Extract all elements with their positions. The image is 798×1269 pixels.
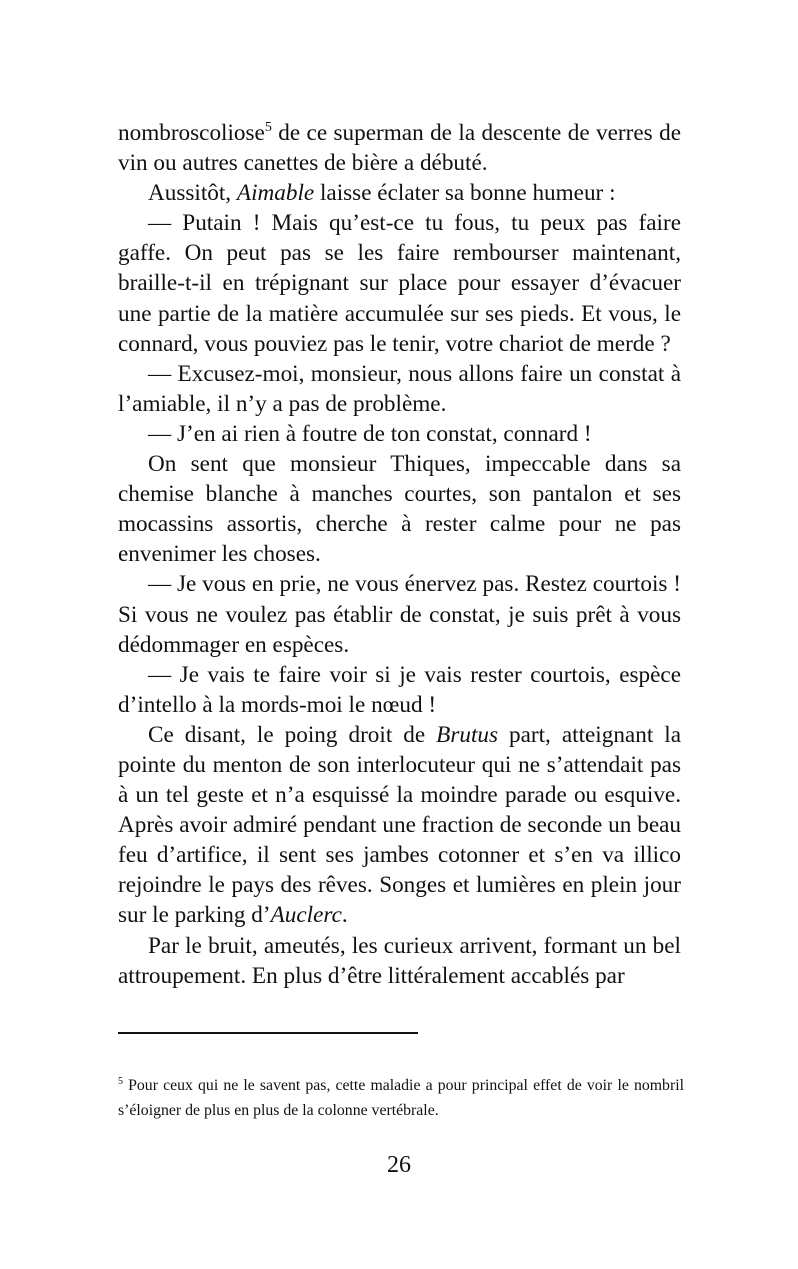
page-number: 26: [387, 1152, 411, 1178]
footnote-text: Pour ceux qui ne le savent pas, cette maladie a pour principal effet de voir le nombril s’éloigner de plus en plus de la colonne vertébrale.: [118, 1077, 684, 1119]
dialogue-line: — Excusez-moi, monsieur, nous allons faire un constat à l’amiable, il n’y a pas de problème.: [118, 360, 681, 417]
paragraph: [118, 178, 681, 208]
dialogue-line: — J’en ai rien à foutre de ton constat, connard !: [148, 420, 592, 447]
footnote-divider: [118, 1032, 418, 1034]
paragraph-text: Ce disant, le poing droit de: [148, 721, 437, 748]
dialogue-line: — Putain ! Mais qu’est-ce tu fous, tu peux pas faire gaffe. On peut pas se les faire rembourser maintenant, braille-t-il en trépignant sur place pour essayer d’évacuer une partie de la matière accumulée sur ses pieds. Et vous, le connard, vous pouviez pas le tenir, votre chariot de merde ?: [118, 210, 681, 357]
paragraph-text: laisse éclater sa bonne humeur :: [314, 180, 616, 207]
paragraph: [118, 720, 681, 931]
paragraph-text: de ce superman de la descente de verres de vin ou autres canettes de bière a débuté.: [118, 120, 681, 177]
body-text: [118, 118, 681, 991]
paragraph-text: Aussitôt,: [148, 180, 237, 207]
paragraph-continuation: [118, 118, 681, 178]
paragraph-text: part, atteignant la pointe du menton de son interlocuteur qui ne s’attendait pas à un tel geste et n’a esquissé la moindre parade ou esquive. Après avoir admiré pendant une fraction de seconde un beau feu d’artifice, il sent ses jambes cotonner et s’en va illico rejoindre le pays des rêves. Songes et lumières en plein jour sur le parking d’: [118, 721, 681, 929]
paragraph: On sent que monsieur Thiques, impeccable dans sa chemise blanche à manches courtes, son pantalon et ses mocassins assortis, cherche à rester calme pour ne pas envenimer les choses.: [118, 451, 681, 568]
paragraph: Par le bruit, ameutés, les curieux arrivent, formant un bel attroupement. En plus d’être littéralement accablés par: [118, 932, 681, 989]
store-name: Auclerc: [270, 902, 342, 929]
character-name: Brutus: [436, 721, 498, 748]
footnote: [118, 1073, 684, 1123]
footnote-marker: 5: [118, 1076, 123, 1087]
dialogue-line: — Je vais te faire voir si je vais rester courtois, espèce d’intello à la mords-moi le nœud !: [118, 661, 681, 718]
footnote-reference: 5: [264, 120, 272, 135]
paragraph-text: .: [341, 902, 348, 929]
dialogue-line: — Je vous en prie, ne vous énervez pas. Restez courtois ! Si vous ne voulez pas établir de constat, je suis prêt à vous dédommager en espèces.: [118, 571, 681, 658]
paragraph-text: nombroscoliose: [118, 120, 265, 146]
character-name: Aimable: [236, 180, 315, 207]
